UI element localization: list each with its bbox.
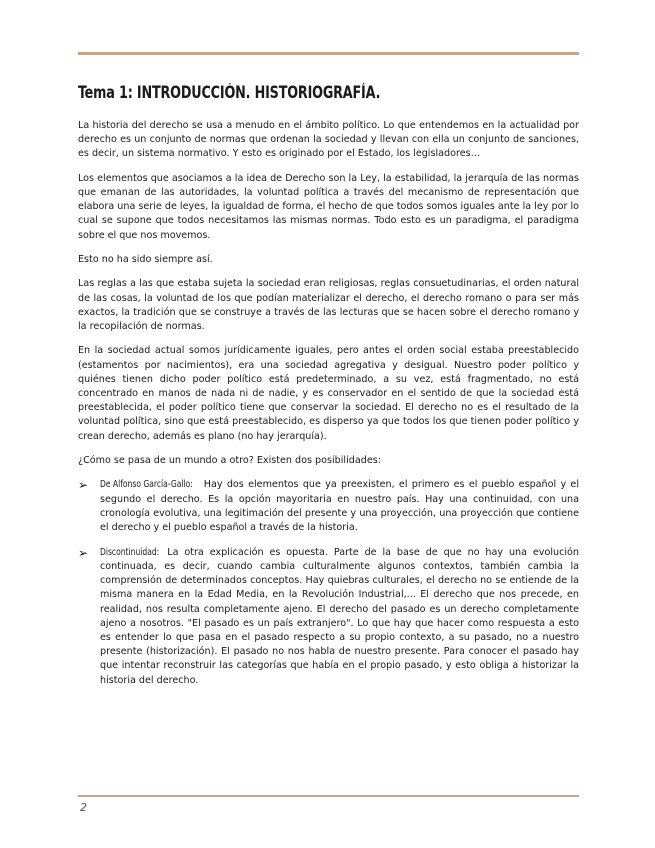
document-body bbox=[78, 119, 579, 698]
paragraph: Las reglas a las que estaba sujeta la sociedad eran religiosas, reglas consuetudinarias, el orden natural de las cosas, la voluntad de los que podían materializar el derecho, el derecho romano o para ser más exactos, la tradición que se construye a través de las lecturas que se hacen sobre el derecho romano y la recopilación de normas. bbox=[78, 278, 579, 332]
paragraph: La historia del derecho se usa a menudo en el ámbito político. Lo que entendemos en la actualidad por derecho es un conjunto de normas que ordenan la sociedad y llevan con ella un conjunto de sanciones, es decir, un sistema normativo. Y esto es originado por el Estado, los legisladores… bbox=[78, 120, 579, 160]
arrow-bullet-icon: ➢ bbox=[78, 478, 89, 493]
paragraph: ¿Cómo se pasa de un mundo a otro? Existen dos posibilidades: bbox=[78, 455, 381, 466]
arrow-bullet-icon: ➢ bbox=[78, 545, 89, 560]
paragraph: Los elementos que asociamos a la idea de Derecho son la Ley, la estabilidad, la jerarquía de las normas que emanan de las autoridades, la voluntad política a través del mecanismo de representación que elabora una serie de leyes, la igualdad de forma, el hecho de que todos somos iguales ante la ley por lo cual se supone que todos necesitamos las mismas normas. Todo esto es un paradigma, el paradigma sobre el que nos movemos. bbox=[78, 172, 579, 241]
page-title: Tema 1: INTRODUCCIÓN. HISTORIOGRAFÍA. bbox=[78, 83, 381, 102]
list-item-term: Discontinuidad: bbox=[100, 546, 160, 558]
footer-rule bbox=[78, 795, 579, 797]
list-item-text: Hay dos elementos que ya preexisten, el primero es el pueblo español y el segundo el derecho. Es la opción mayoritaria en nuestro país. Hay una continuidad, con una cronología evolutiva, una legitimación del presente y una proyección, una proyección que contiene el derecho y el pueblo español a través de la historia. bbox=[100, 479, 579, 533]
list-item-term: De Alfonso García-Gallo: bbox=[100, 479, 193, 491]
page-number: 2 bbox=[80, 801, 87, 814]
list-item bbox=[78, 546, 579, 688]
list-item bbox=[78, 478, 579, 535]
paragraph: En la sociedad actual somos jurídicamente iguales, pero antes el orden social estaba preestablecido (estamentos por nacimientos), era una sociedad agregativa y desigual. Nuestro poder político y quiénes tienen dicho poder político está predeterminado, a su vez, está fragmentado, no está concentrado en manos de nada ni de nadie, y es conservador en el sentido de que la sociedad está preestablecida, el poder político tiene que conservar la sociedad. El derecho no es el resultado de la voluntad política, sino que está preestablecido, es disperso ya que todos los que tienen poder político y crean derecho, además es plano (no hay jerarquía). bbox=[78, 345, 579, 442]
list-item-text: La otra explicación es opuesta. Parte de la base de que no hay una evolución continuada, es decir, cuando cambia culturalmente algunos contextos, también cambia la comprensión de determinados conceptos. Hay quiebras culturales, el derecho no se entiende de la misma manera en la Edad Media, en la Revolución Industrial,... El derecho que nos precede, en realidad, nos resulta completamente ajeno. El derecho del pasado es un derecho completamente ajeno a nosotros. "El pasado es un país extranjero". Lo que hay que hacer como respuesta a esto es entender lo que pasa en el pasado respecto a su propio contexto, a su pasado, no a nuestro presente (historización). El pasado no nos habla de nuestro presente. Para conocer el pasado hay que intentar reconstruir las categorías que había en el propio pasado, y esto obliga a historizar la historia del derecho. bbox=[100, 546, 579, 686]
header-rule bbox=[78, 52, 579, 55]
paragraph: Esto no ha sido siempre así. bbox=[78, 254, 213, 265]
